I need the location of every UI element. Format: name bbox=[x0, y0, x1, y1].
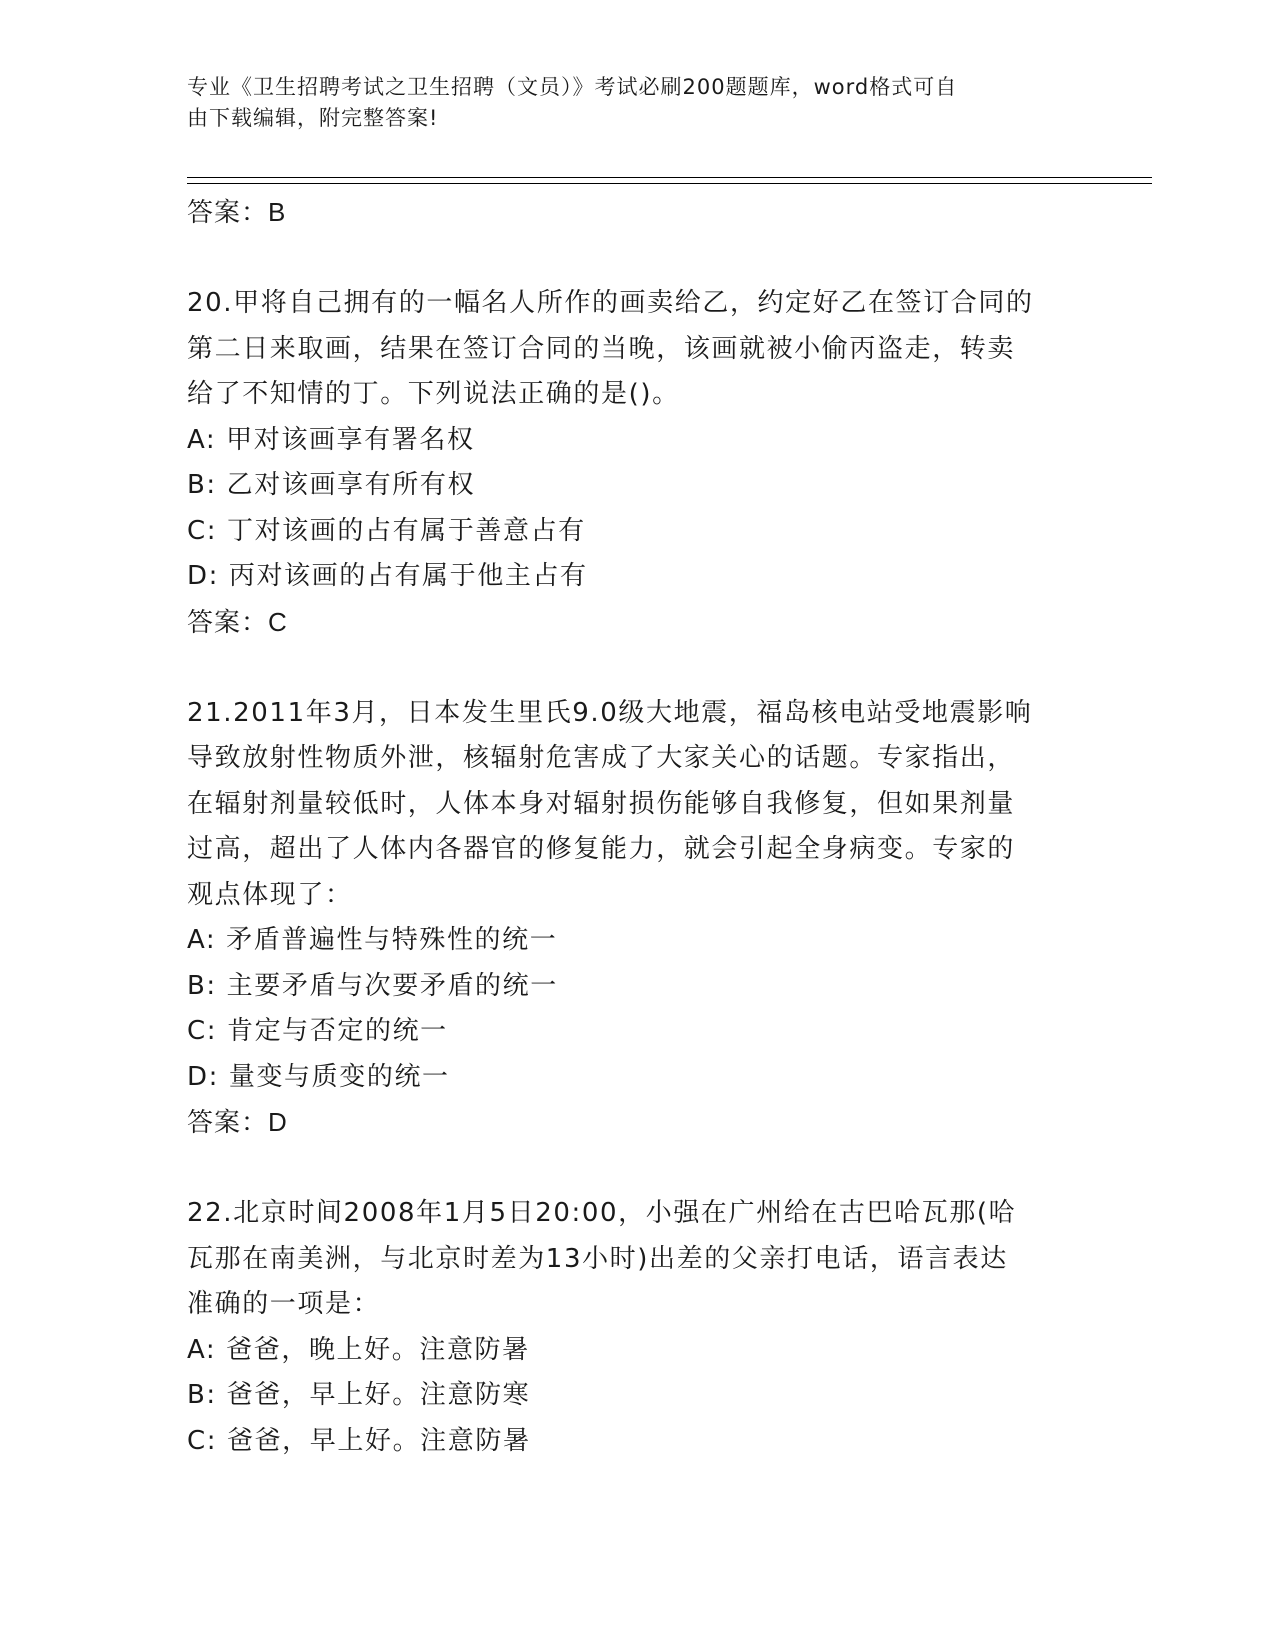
question-21-line-2: 导致放射性物质外泄，核辐射危害成了大家关心的话题。专家指出， bbox=[187, 743, 1016, 773]
header-rule-top bbox=[187, 177, 1152, 178]
question-22-option-c: C: 爸爸，早上好。注意防暑 bbox=[187, 1425, 531, 1456]
question-22 bbox=[187, 1191, 1087, 1464]
question-22-option-b: B: 爸爸，早上好。注意防寒 bbox=[187, 1380, 531, 1410]
question-20-line-3: 给了不知情的丁。下列说法正确的是()。 bbox=[187, 379, 680, 409]
question-20-line-1: 20.甲将自己拥有的一幅名人所作的画卖给乙，约定好乙在签订合同的 bbox=[187, 288, 1034, 318]
question-21-line-3: 在辐射剂量较低时，人体本身对辐射损伤能够自我修复，但如果剂量 bbox=[187, 788, 1016, 819]
question-21-line-5: 观点体现了： bbox=[187, 879, 353, 910]
question-21-option-d: D: 量变与质变的统一 bbox=[187, 1061, 450, 1092]
question-21 bbox=[187, 691, 1087, 1146]
question-20-option-d: D: 丙对该画的占有属于他主占有 bbox=[187, 561, 588, 591]
question-list bbox=[187, 190, 1087, 1464]
question-22-line-2: 瓦那在南美洲，与北京时差为13小时)出差的父亲打电话，语言表达 bbox=[187, 1243, 1008, 1274]
question-21-line-1: 21.2011年3月，日本发生里氏9.0级大地震，福岛核电站受地震影响 bbox=[187, 697, 1033, 728]
question-20 bbox=[187, 281, 1087, 645]
question-21-option-b: B: 主要矛盾与次要矛盾的统一 bbox=[187, 970, 558, 1001]
answer-21: 答案：D bbox=[187, 1107, 288, 1137]
question-22-line-1: 22.北京时间2008年1月5日20:00，小强在广州给在古巴哈瓦那(哈 bbox=[187, 1198, 1017, 1228]
question-21-line-4: 过高，超出了人体内各器官的修复能力，就会引起全身病变。专家的 bbox=[187, 834, 1016, 864]
answer-19: 答案：B bbox=[187, 197, 287, 227]
question-20-line-2: 第二日来取画，结果在签订合同的当晚，该画就被小偷丙盗走，转卖 bbox=[187, 333, 1016, 364]
document-header bbox=[187, 72, 1067, 134]
question-22-line-3: 准确的一项是： bbox=[187, 1289, 381, 1319]
question-22-option-a: A: 爸爸，晚上好。注意防暑 bbox=[187, 1334, 530, 1365]
answer-20: 答案：C bbox=[187, 606, 288, 637]
question-20-option-a: A: 甲对该画享有署名权 bbox=[187, 424, 475, 455]
header-line-2: 由下载编辑，附完整答案! bbox=[187, 106, 439, 130]
question-20-option-c: C: 丁对该画的占有属于善意占有 bbox=[187, 515, 586, 546]
spacer bbox=[187, 1146, 1087, 1192]
header-line-1: 专业《卫生招聘考试之卫生招聘（文员）》考试必刷200题题库，word格式可自 bbox=[187, 75, 958, 99]
question-21-option-c: C: 肯定与否定的统一 bbox=[187, 1016, 448, 1046]
question-21-option-a: A: 矛盾普遍性与特殊性的统一 bbox=[187, 925, 558, 955]
spacer bbox=[187, 236, 1087, 282]
spacer bbox=[187, 645, 1087, 691]
header-rule-bottom bbox=[187, 183, 1152, 184]
question-20-option-b: B: 乙对该画享有所有权 bbox=[187, 470, 476, 500]
